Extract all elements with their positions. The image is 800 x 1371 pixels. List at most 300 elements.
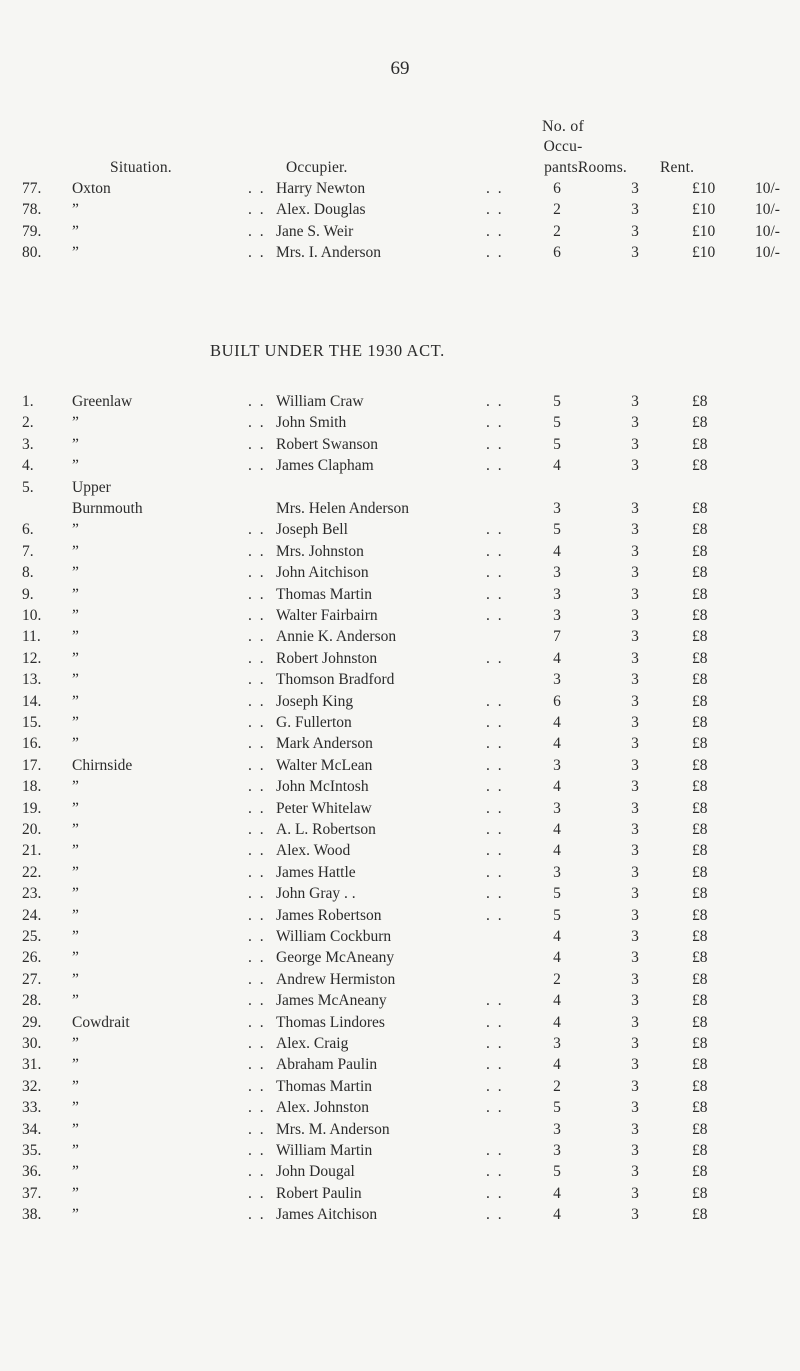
situation-cell: ” — [72, 628, 79, 646]
table-row — [0, 885, 800, 907]
rooms-cell: 3 — [631, 1013, 639, 1031]
occupants-cell: 4 — [553, 1056, 561, 1074]
situation-cell: ” — [72, 1120, 79, 1138]
situation-cell: ” — [72, 821, 79, 838]
occupants-cell: 5 — [553, 435, 561, 453]
leader-dots: . . — [486, 1163, 504, 1181]
occupier-cell: James Hattle — [276, 863, 356, 881]
header-no-of: No. of — [541, 118, 585, 135]
situation-cell: ” — [72, 1163, 79, 1181]
row-number: 12. — [22, 649, 42, 667]
situation-cell: ” — [72, 1142, 79, 1159]
row-number: 80. — [22, 243, 42, 261]
table-row — [0, 757, 800, 779]
occupants-cell: 6 — [553, 243, 561, 261]
row-number: 1. — [22, 393, 34, 410]
rent-extra-cell: 10/- — [755, 243, 780, 261]
leader-dots: . . — [248, 521, 266, 539]
rooms-cell: 3 — [631, 842, 639, 860]
header-situation: Situation. — [110, 159, 172, 176]
occupants-cell: 2 — [553, 1077, 561, 1095]
table-row — [0, 586, 800, 608]
rent-cell: £8 — [692, 393, 708, 410]
rent-cell: £10 — [692, 222, 716, 240]
leader-dots: . . — [248, 1184, 266, 1202]
page-number: 69 — [390, 58, 410, 79]
occupants-cell: 4 — [553, 1206, 561, 1224]
table-row — [0, 1206, 800, 1228]
rooms-cell: 3 — [631, 671, 639, 689]
occupier-cell: William Martin — [276, 1142, 373, 1159]
header-occupier: Occupier. — [286, 159, 348, 176]
table-row — [0, 628, 800, 650]
row-number: 22. — [22, 863, 42, 881]
leader-dots: . . — [248, 970, 266, 988]
rooms-cell: 3 — [631, 1099, 639, 1117]
leader-dots: . . — [248, 243, 266, 261]
occupants-cell: 4 — [553, 1013, 561, 1031]
row-number: 11. — [22, 628, 41, 646]
leader-dots: . . — [248, 542, 266, 560]
situation-cell: ” — [72, 928, 79, 945]
occupier-cell: Alex. Wood — [276, 842, 351, 860]
situation-cell: ” — [72, 863, 79, 881]
situation-cell: ” — [72, 671, 79, 689]
leader-dots: . . — [486, 692, 504, 710]
rent-cell: £8 — [692, 1099, 708, 1117]
table-row — [0, 1099, 800, 1121]
occupants-cell: 4 — [553, 778, 561, 796]
occupants-cell: 3 — [553, 1142, 561, 1159]
occupants-cell: 5 — [553, 1163, 561, 1181]
occupier-cell: Jane S. Weir — [276, 222, 354, 240]
table-row — [0, 457, 800, 479]
row-number: 36. — [22, 1163, 42, 1181]
table-row — [0, 543, 800, 565]
rent-cell: £8 — [692, 564, 708, 582]
occupier-cell: Peter Whitelaw — [276, 799, 372, 817]
leader-dots: . . — [486, 714, 504, 731]
rent-cell: £8 — [692, 414, 708, 432]
occupants-cell: 3 — [553, 607, 561, 624]
leader-dots: . . — [486, 863, 504, 881]
leader-dots: . . — [248, 1013, 266, 1031]
occupants-cell: 6 — [553, 692, 561, 710]
occupier-cell: A. L. Robertson — [276, 821, 376, 838]
row-number: 38. — [22, 1206, 42, 1224]
situation-cell: ” — [72, 201, 79, 219]
rent-cell: £8 — [692, 928, 708, 945]
row-number: 35. — [22, 1142, 42, 1159]
situation-cell: ” — [72, 949, 79, 967]
rent-cell: £8 — [692, 1035, 708, 1052]
leader-dots: . . — [248, 628, 266, 646]
leader-dots: . . — [248, 585, 266, 603]
rent-cell: £8 — [692, 949, 708, 967]
occupants-cell: 2 — [553, 222, 561, 240]
leader-dots: . . — [486, 564, 504, 582]
occupants-cell: 3 — [553, 1120, 561, 1138]
rooms-cell: 3 — [631, 821, 639, 838]
rooms-cell: 3 — [631, 906, 639, 924]
row-number: 14. — [22, 692, 42, 710]
leader-dots: . . — [486, 1013, 504, 1031]
table-row — [0, 521, 800, 543]
leader-dots: . . — [486, 435, 504, 453]
rent-cell: £8 — [692, 714, 708, 731]
leader-dots: . . — [248, 821, 266, 838]
table-row — [0, 821, 800, 843]
row-number: 28. — [22, 992, 42, 1010]
situation-cell: ” — [72, 585, 79, 603]
rent-cell: £8 — [692, 970, 708, 988]
leader-dots: . . — [486, 222, 504, 240]
table-row — [0, 992, 800, 1014]
leader-dots: . . — [248, 735, 266, 753]
table-row — [0, 244, 800, 266]
occupier-cell: Alex. Craig — [276, 1035, 349, 1052]
rooms-cell: 3 — [631, 243, 639, 261]
occupants-cell: 3 — [553, 585, 561, 603]
situation-cell: Upper — [72, 478, 111, 496]
situation-cell: ” — [72, 564, 79, 582]
occupants-cell: 2 — [553, 970, 561, 988]
table-row — [0, 201, 800, 223]
occupier-cell: James McAneany — [276, 992, 387, 1010]
table-row — [0, 650, 800, 672]
occupants-cell: 4 — [553, 928, 561, 945]
table-row — [0, 1163, 800, 1185]
occupier-cell: Alex. Johnston — [276, 1099, 369, 1117]
occupants-cell: 3 — [553, 500, 561, 517]
situation-cell: ” — [72, 521, 79, 539]
situation-cell: ” — [72, 906, 79, 924]
occupants-cell: 7 — [553, 628, 561, 646]
occupants-cell: 4 — [553, 949, 561, 967]
rent-cell: £8 — [692, 585, 708, 603]
leader-dots: . . — [248, 435, 266, 453]
leader-dots: . . — [248, 756, 266, 774]
occupants-cell: 5 — [553, 414, 561, 432]
header-occupants: pants. — [544, 159, 582, 176]
rooms-cell: 3 — [631, 542, 639, 560]
occupants-cell: 3 — [553, 1035, 561, 1052]
rooms-cell: 3 — [631, 222, 639, 240]
occupier-cell: Thomson Bradford — [276, 671, 395, 689]
leader-dots: . . — [248, 1077, 266, 1095]
leader-dots: . . — [486, 906, 504, 924]
occupants-cell: 3 — [553, 756, 561, 774]
table-row — [0, 607, 800, 629]
rent-cell: £8 — [692, 799, 708, 817]
occupants-cell: 3 — [553, 863, 561, 881]
table-row — [0, 436, 800, 458]
occupants-cell: 4 — [553, 542, 561, 560]
table-row — [0, 564, 800, 586]
occupants-cell: 4 — [553, 821, 561, 838]
situation-cell: ” — [72, 992, 79, 1010]
row-number: 4. — [22, 457, 34, 475]
rooms-cell: 3 — [631, 692, 639, 710]
table-row — [0, 842, 800, 864]
rooms-cell: 3 — [631, 1056, 639, 1074]
rooms-cell: 3 — [631, 756, 639, 774]
row-number: 10. — [22, 607, 42, 624]
table-row — [0, 1056, 800, 1078]
row-number: 23. — [22, 885, 42, 903]
row-number: 31. — [22, 1056, 42, 1074]
rent-cell: £8 — [692, 842, 708, 860]
rooms-cell: 3 — [631, 992, 639, 1010]
situation-cell: ” — [72, 457, 79, 475]
leader-dots: . . — [248, 692, 266, 710]
leader-dots: . . — [486, 885, 504, 903]
occupants-cell: 4 — [553, 842, 561, 860]
table-row — [0, 907, 800, 929]
occupier-cell: John Aitchison — [276, 564, 369, 582]
row-number: 77. — [22, 180, 42, 197]
leader-dots: . . — [486, 649, 504, 667]
rooms-cell: 3 — [631, 628, 639, 646]
rooms-cell: 3 — [631, 201, 639, 219]
leader-dots: . . — [248, 607, 266, 624]
leader-dots: . . — [248, 1206, 266, 1224]
situation-cell: ” — [72, 542, 79, 560]
leader-dots: . . — [486, 799, 504, 817]
leader-dots: . . — [248, 457, 266, 475]
occupants-cell: 5 — [553, 885, 561, 903]
rooms-cell: 3 — [631, 1163, 639, 1181]
leader-dots: . . — [486, 1035, 504, 1052]
rent-cell: £8 — [692, 1142, 708, 1159]
table-row — [0, 928, 800, 950]
leader-dots: . . — [486, 607, 504, 624]
rent-cell: £8 — [692, 906, 708, 924]
leader-dots: . . — [248, 799, 266, 817]
header-occu: Occu- — [543, 138, 583, 155]
header-rooms: Rooms. — [578, 159, 628, 176]
row-number: 21. — [22, 842, 42, 860]
rent-cell: £8 — [692, 692, 708, 710]
table-row — [0, 971, 800, 993]
leader-dots: . . — [248, 649, 266, 667]
leader-dots: . . — [248, 1035, 266, 1052]
table-row — [0, 500, 800, 522]
occupants-cell: 5 — [553, 906, 561, 924]
leader-dots: . . — [486, 756, 504, 774]
rent-extra-cell: 10/- — [755, 201, 780, 219]
leader-dots: . . — [486, 585, 504, 603]
row-number: 24. — [22, 906, 42, 924]
situation-cell: ” — [72, 1099, 79, 1117]
leader-dots: . . — [248, 885, 266, 903]
rooms-cell: 3 — [631, 1184, 639, 1202]
leader-dots: . . — [486, 778, 504, 796]
occupier-cell: Walter Fairbairn — [276, 607, 378, 624]
occupier-cell: Walter McLean — [276, 756, 373, 774]
situation-cell: ” — [72, 222, 79, 240]
rent-cell: £8 — [692, 457, 708, 475]
occupier-cell: Joseph Bell — [276, 521, 348, 539]
occupants-cell: 4 — [553, 649, 561, 667]
leader-dots: . . — [486, 1099, 504, 1117]
occupier-cell: Thomas Martin — [276, 585, 372, 603]
situation-cell: ” — [72, 842, 79, 860]
rent-cell: £8 — [692, 649, 708, 667]
leader-dots: . . — [248, 863, 266, 881]
rent-cell: £8 — [692, 756, 708, 774]
row-number: 6. — [22, 521, 34, 539]
rent-extra-cell: 10/- — [755, 222, 780, 240]
table-row — [0, 180, 800, 202]
situation-cell: ” — [72, 692, 79, 710]
situation-cell: ” — [72, 414, 79, 432]
occupier-cell: Thomas Lindores — [276, 1013, 385, 1031]
situation-cell: ” — [72, 885, 79, 903]
row-number: 30. — [22, 1035, 42, 1052]
occupier-cell: George McAneany — [276, 949, 395, 967]
occupants-cell: 3 — [553, 671, 561, 689]
situation-cell: Oxton — [72, 180, 111, 197]
leader-dots: . . — [248, 928, 266, 945]
table-row — [0, 223, 800, 245]
rooms-cell: 3 — [631, 585, 639, 603]
leader-dots: . . — [248, 180, 266, 197]
situation-cell: ” — [72, 1035, 79, 1052]
table-row — [0, 1014, 800, 1036]
table-row — [0, 735, 800, 757]
leader-dots: . . — [248, 1142, 266, 1159]
leader-dots: . . — [486, 393, 504, 410]
situation-cell: Greenlaw — [72, 393, 133, 410]
rooms-cell: 3 — [631, 1206, 639, 1224]
row-number: 16. — [22, 735, 42, 753]
rent-cell: £8 — [692, 992, 708, 1010]
rent-cell: £8 — [692, 778, 708, 796]
occupier-cell: John Smith — [276, 414, 347, 432]
row-number: 26. — [22, 949, 42, 967]
table-row — [0, 1121, 800, 1143]
leader-dots: . . — [248, 671, 266, 689]
occupier-cell: James Clapham — [276, 457, 374, 475]
leader-dots: . . — [486, 842, 504, 860]
rent-cell: £8 — [692, 435, 708, 453]
leader-dots: . . — [486, 1206, 504, 1224]
occupants-cell: 4 — [553, 714, 561, 731]
row-number: 25. — [22, 928, 42, 945]
leader-dots: . . — [248, 1099, 266, 1117]
rent-cell: £8 — [692, 1120, 708, 1138]
rooms-cell: 3 — [631, 649, 639, 667]
row-number: 13. — [22, 671, 42, 689]
leader-dots: . . — [486, 180, 504, 197]
occupants-cell: 5 — [553, 521, 561, 539]
rent-cell: £10 — [692, 180, 716, 197]
row-number: 19. — [22, 799, 42, 817]
rent-extra-cell: 10/- — [755, 180, 780, 197]
occupants-cell: 5 — [553, 393, 561, 410]
rooms-cell: 3 — [631, 414, 639, 432]
occupants-cell: 4 — [553, 735, 561, 753]
rooms-cell: 3 — [631, 180, 639, 197]
rent-cell: £8 — [692, 500, 708, 517]
occupier-cell: John Dougal — [276, 1163, 355, 1181]
occupier-cell: John Gray . . — [276, 885, 356, 903]
leader-dots: . . — [248, 1056, 266, 1074]
occupier-cell: Mrs. Johnston — [276, 542, 364, 560]
situation-cell: ” — [72, 243, 79, 261]
rent-cell: £8 — [692, 821, 708, 838]
rooms-cell: 3 — [631, 1120, 639, 1138]
row-number: 27. — [22, 970, 42, 988]
occupier-cell: Joseph King — [276, 692, 354, 710]
section-title: BUILT UNDER THE 1930 ACT. — [210, 341, 445, 360]
leader-dots: . . — [486, 992, 504, 1010]
row-number: 5. — [22, 478, 34, 496]
leader-dots: . . — [486, 1056, 504, 1074]
occupier-cell: Harry Newton — [276, 180, 366, 197]
situation-cell: ” — [72, 1206, 79, 1224]
leader-dots: . . — [486, 821, 504, 838]
leader-dots: . . — [486, 542, 504, 560]
occupier-cell: Annie K. Anderson — [276, 628, 397, 646]
row-number: 17. — [22, 756, 42, 774]
leader-dots: . . — [248, 906, 266, 924]
rooms-cell: 3 — [631, 500, 639, 517]
rooms-cell: 3 — [631, 970, 639, 988]
rooms-cell: 3 — [631, 885, 639, 903]
rent-cell: £8 — [692, 1206, 708, 1224]
row-number: 32. — [22, 1077, 42, 1095]
leader-dots: . . — [248, 714, 266, 731]
leader-dots: . . — [486, 1142, 504, 1159]
rooms-cell: 3 — [631, 714, 639, 731]
rooms-cell: 3 — [631, 457, 639, 475]
table-row — [0, 693, 800, 715]
occupants-cell: 5 — [553, 1099, 561, 1117]
rent-cell: £8 — [692, 521, 708, 539]
rooms-cell: 3 — [631, 1077, 639, 1095]
table-row — [0, 479, 800, 501]
occupier-cell: James Robertson — [276, 906, 382, 924]
rent-cell: £10 — [692, 243, 716, 261]
occupier-cell: Alex. Douglas — [276, 201, 366, 219]
leader-dots: . . — [248, 201, 266, 219]
occupier-cell: Robert Johnston — [276, 649, 378, 667]
leader-dots: . . — [486, 521, 504, 539]
occupier-cell: Thomas Martin — [276, 1077, 372, 1095]
leader-dots: . . — [486, 735, 504, 753]
rent-cell: £8 — [692, 542, 708, 560]
rent-cell: £8 — [692, 607, 708, 624]
situation-cell: ” — [72, 735, 79, 753]
row-number: 18. — [22, 778, 42, 796]
occupier-cell: Robert Swanson — [276, 435, 379, 453]
rent-cell: £8 — [692, 1184, 708, 1202]
rent-cell: £8 — [692, 628, 708, 646]
leader-dots: . . — [248, 222, 266, 240]
table-row — [0, 1078, 800, 1100]
row-number: 29. — [22, 1013, 42, 1031]
leader-dots: . . — [248, 564, 266, 582]
row-number: 7. — [22, 542, 34, 560]
rooms-cell: 3 — [631, 799, 639, 817]
situation-cell: ” — [72, 435, 79, 453]
occupants-cell: 4 — [553, 992, 561, 1010]
situation-cell: ” — [72, 970, 79, 988]
occupants-cell: 3 — [553, 564, 561, 582]
header-rent: Rent. — [660, 159, 695, 176]
